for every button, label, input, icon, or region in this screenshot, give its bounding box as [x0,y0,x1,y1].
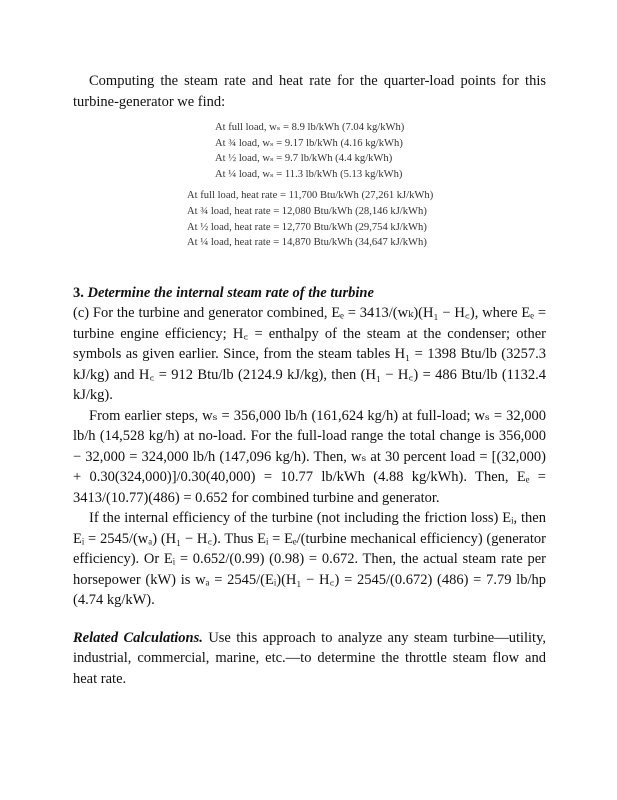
heat-rate-table [187,188,546,250]
section-heading [73,283,546,304]
steam-rate-table [215,120,546,182]
intro-paragraph: Computing the steam rate and heat rate for the quarter-load points for this turbine-generator we find: [73,73,546,110]
heat-rate-row: At ¾ load, heat rate = 12,080 Btu/kWh (28,146 kJ/kWh) [187,205,427,217]
steam-rate-row: At ½ load, wₛ = 9.7 lb/kWh (4.4 kg/kWh) [215,153,393,165]
paragraph-c: (c) For the turbine and generator combined, Eₑ = 3413/(wₖ)(H₁ − H꜀), where Eₑ = turbine engine efficiency; H꜀ = enthalpy of the steam at the condenser; other symbols as given earlier. Since, from the steam tables H₁ = 1398 Btu/lb (3257.3 kJ/kg) and H꜀ = 912 Btu/lb (2124.9 kJ/kg), then (H₁ − H꜀) = 486 Btu/lb (1132.4 kJ/kg). [73,305,546,404]
heat-rate-row: At ¼ load, heat rate = 14,870 Btu/kWh (34,647 kJ/kWh) [187,237,427,249]
heat-rate-row: At full load, heat rate = 11,700 Btu/kWh (27,261 kJ/kWh) [187,190,434,202]
steam-rate-row: At ¼ load, wₛ = 11.3 lb/kWh (5.13 kg/kWh) [215,168,403,180]
heat-rate-row: At ½ load, heat rate = 12,770 Btu/kWh (29,754 kJ/kWh) [187,221,427,233]
related-calculations-label: Related Calculations. [73,629,203,646]
related-calculations [73,628,546,690]
section-title: Determine the internal steam rate of the turbine [87,284,374,301]
steam-rate-row: At ¾ load, wₛ = 9.17 lb/kWh (4.16 kg/kWh) [215,137,403,149]
steam-rate-row: At full load, wₛ = 8.9 lb/kWh (7.04 kg/kWh) [215,122,405,133]
paragraph-earlier-steps: From earlier steps, wₛ = 356,000 lb/h (161,624 kg/h) at full-load; wₛ = 32,000 lb/h (14,528 kg/h) at no-load. For the full-load range the total change is 356,000 − 32,000 = 324,000 lb/h (147,096 kg/h). Then, wₛ at 30 percent load = [(32,000) + 0.30(324,000)]/0.30(40,000) = 10.77 lb/kWh (4.88 kg/kWh). Then, Eₑ = 3413/(10.77)(486) = 0.652 for combined turbine and generator. [73,407,546,506]
paragraph-internal-efficiency: If the internal efficiency of the turbine (not including the friction loss) Eᵢ, then Eᵢ = 2545/(wₐ) (H₁ − H꜀). Thus Eᵢ = Eₑ/(turbine mechanical efficiency) (generator efficiency). Or Eᵢ = 0.652/(0.99) (0.98) = 0.672. Then, the actual steam rate per horsepower (kW) is wₐ = 2545/(Eᵢ)(H₁ − H꜀) = 2545/(0.672) (486) = 7.79 lb/hp (4.74 kg/kW). [73,510,546,609]
section-number: 3. [73,284,84,301]
page-content [73,71,546,689]
related-calculations-text: Use this approach to analyze any steam turbine—utility, industrial, commercial, marine, etc.—to determine the throttle steam flow and heat rate. [73,629,547,687]
